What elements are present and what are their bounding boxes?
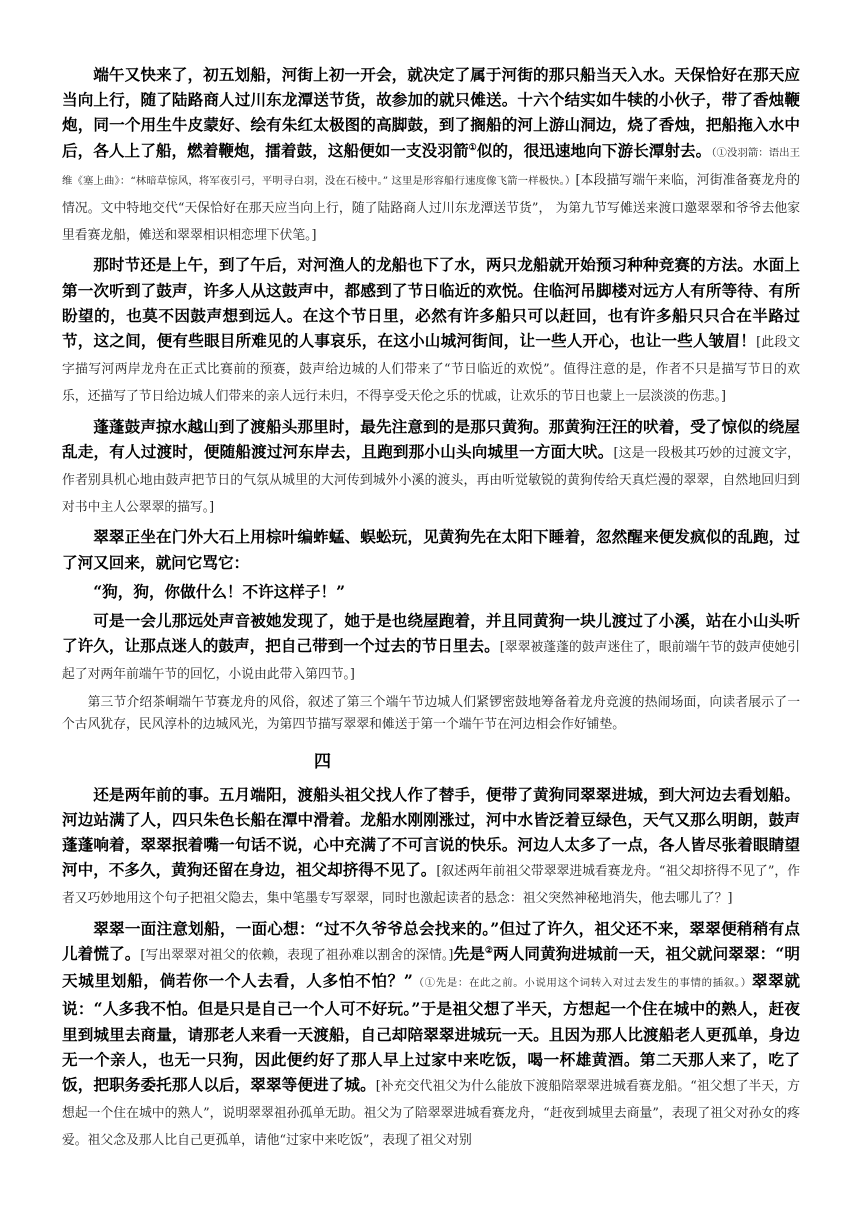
paragraph-cuicui-weaving	[62, 524, 800, 574]
commentary-note: [这是一段极其巧妙的过渡文字，作者别具机心地由鼓声把节日的气氛从城里的大河传到城外小溪的渡头，再由听觉敏锐的黄狗传给天真烂漫的翠翠，自然地回归到对书中主人公翠翠的描写。]	[62, 445, 800, 516]
paragraph-two-years-ago	[62, 782, 800, 912]
body-text: 翠翠一面注意划船，一面心想：“过不久爷爷总会找来的。”但过了许久，祖父还不来，翠翠便稍稍有点儿着慌了。	[62, 918, 800, 963]
section-summary: 第三节介绍茶峒端午节赛龙舟的风俗，叙述了第三个端午节边城人们紧锣密鼓地筹备着龙舟竞渡的热闹场面，向读者展示了一个古风犹存，民风淳朴的边城风光，为第四节描写翠翠和傩送于第一个端午节在河边相会作好铺垫。	[62, 694, 800, 732]
commentary-note: [写出翠翠对祖父的依赖，表现了祖孙难以割舍的深情。]	[140, 947, 454, 963]
section-heading: 四	[314, 751, 331, 772]
body-text: 翠翠就说：“人多我不怕。但是只是自己一个人可不好玩。”于是祖父想了半天，方想起一个住在城中的熟人，赶夜里到城里去商量，请那老人来看一天渡船，自己却陪翠翠进城玩一天。且因为那人比渡船老人更孤单，身边无一个亲人，也无一只狗，因此便约好了那人早上过家中来吃饭，喝一杯雄黄酒。第二天那人来了，吃了饭，把职务委托那人以后，翠翠等便进了城。	[62, 971, 800, 1094]
body-text: 可是一会儿那远处声音被她发现了，她于是也绕屋跑着，并且同黄狗一块儿渡过了小溪，站在小山头听了许久，让那点迷人的鼓声，把自己带到一个过去的节日里去。	[62, 611, 800, 656]
paragraph-distant-drums	[62, 608, 800, 688]
paragraph-waiting-grandfather	[62, 916, 800, 1154]
body-text: 翠翠正坐在门外大石上用棕叶编蚱蜢、蜈蚣玩，见黄狗先在太阳下睡着，忽然醒来便发疯似的乱跑，过了河又回来，就问它骂它：	[62, 527, 800, 572]
footnote-text: （①先是：在此之前。小说用这个词转入对过去发生的事情的插叙。）	[412, 977, 752, 990]
paragraph-yellow-dog	[62, 414, 800, 521]
body-text: 两人同黄狗进城前一天，祖父就问翠翠：“明天城里划船，倘若你一个人去看，人多怕不怕？”	[62, 943, 800, 991]
body-text: 端午又快来了，初五划船，河街上初一开会，就决定了属于河街的那只船当天入水。天保恰好在那天应当向上行，随了陆路商人过川东龙潭送节货，故参加的就只傩送。十六个结实如牛犊的小伙子，带了香烛鞭炮，同一个用生牛皮蒙好、绘有朱红太极图的高脚鼓，到了搁船的河上游山洞边，烧了香烛，把船拖入水中后，各人上了船，燃着鞭炮，擂着鼓，这船便如一支没羽箭	[62, 65, 800, 160]
body-text: 先是	[453, 943, 485, 963]
commentary-note: [翠翠被蓬蓬的鼓声迷住了，眼前端午节的鼓声使她引起了对两年前端午节的回忆，小说由此带入第四节。]	[62, 640, 800, 683]
body-text: 还是两年前的事。五月端阳，渡船头祖父找人作了替手，便带了黄狗同翠翠进城，到大河边去看划船。河边站满了人，四只朱色长船在潭中滑着。龙船水刚刚涨过，河中水皆泛着豆绿色，天气又那么明朗，鼓声蓬蓬响着，翠翠抿着嘴一句话不说，心中充满了不可言说的快乐。河边人太多了一点，各人皆尽张着眼睛望河中，不多久，黄狗还留在身边，祖父却挤得不见了。	[62, 784, 800, 880]
commentary-note: [叙述两年前祖父带翠翠进城看赛龙舟。“祖父却挤得不见了”，作者又巧妙地用这个句子把祖父隐去，集中笔墨专写翠翠，同时也激起读者的悬念：祖父突然神秘地消失，他去哪儿了？]	[62, 864, 800, 907]
commentary-note: [补充交代祖父为什么能放下渡船陪翠翠进城看赛龙船。“祖父想了半天，方想起一个住在城中的熟人”，说明翠翠祖孙孤单无助。祖父为了陪翠翠进城看赛龙舟，“赶夜到城里去商量”，表现了祖父对孙女的疼爱。祖父念及那人比自己更孤单，请他“过家中来吃饭”，表现了祖父对别	[62, 1078, 800, 1149]
footnote-marker: ②	[484, 945, 494, 956]
commentary-note: [本段描写端午来临，河街准备赛龙舟的情况。文中特地交代“天保恰好在那天应当向上行，随了陆路商人过川东龙潭送节货”， 为第九节写傩送来渡口邀翠翠和爷爷去他家里看赛龙船，傩送和翠翠相识相恋埋下伏笔。]	[62, 172, 800, 244]
paragraph-drum-sound	[62, 252, 800, 409]
footnote-marker: ①	[468, 142, 477, 153]
footnote-text: （①没羽箭：语出王维《塞上曲》：“林暗草惊风，将军夜引弓，平明寻白羽，没在石棱中。” 这里是形容船行速度像飞箭一样极快。）	[62, 146, 800, 187]
body-text: 蓬蓬鼓声掠水越山到了渡船头那里时，最先注意到的是那只黄狗。那黄狗汪汪的吠着，受了惊似的绕屋乱走，有人过渡时，便随船渡过河东岸去，且跑到那小山头向城里一方面大吠。	[62, 416, 800, 461]
paragraph-dragon-boat-prep	[62, 62, 800, 248]
commentary-note: [此段文字描写河两岸龙舟在正式比赛前的预赛，鼓声给边城的人们带来了“节日临近的欢悦”。值得注意的是，作者不只是描写节日的欢乐，还描写了节日给边城人们带来的亲人远行未归，不得享受天伦之乐的忧戚，让欢乐的节日也蒙上一层淡淡的伤悲。]	[62, 335, 800, 405]
dialogue-quote: “狗，狗，你做什么！不许这样子！”	[93, 581, 346, 601]
body-text: 似的，很迅速地向下游长潭射去。	[476, 140, 712, 160]
body-text: 那时节还是上午，到了午后，对河渔人的龙船也下了水，两只龙船就开始预习种种竞赛的方法。水面上第一次听到了鼓声，许多人从这鼓声中，都感到了节日临近的欢悦。住临河吊脚楼对远方人有所等待、有所盼望的，也莫不因鼓声想到远人。在这个节日里，必然有许多船只可以赶回，也有许多船只只合在半路过节，这之间，便有些眼目所难见的人事哀乐，在这小山城河街间，让一些人开心，也让一些人皱眉！	[62, 255, 800, 351]
